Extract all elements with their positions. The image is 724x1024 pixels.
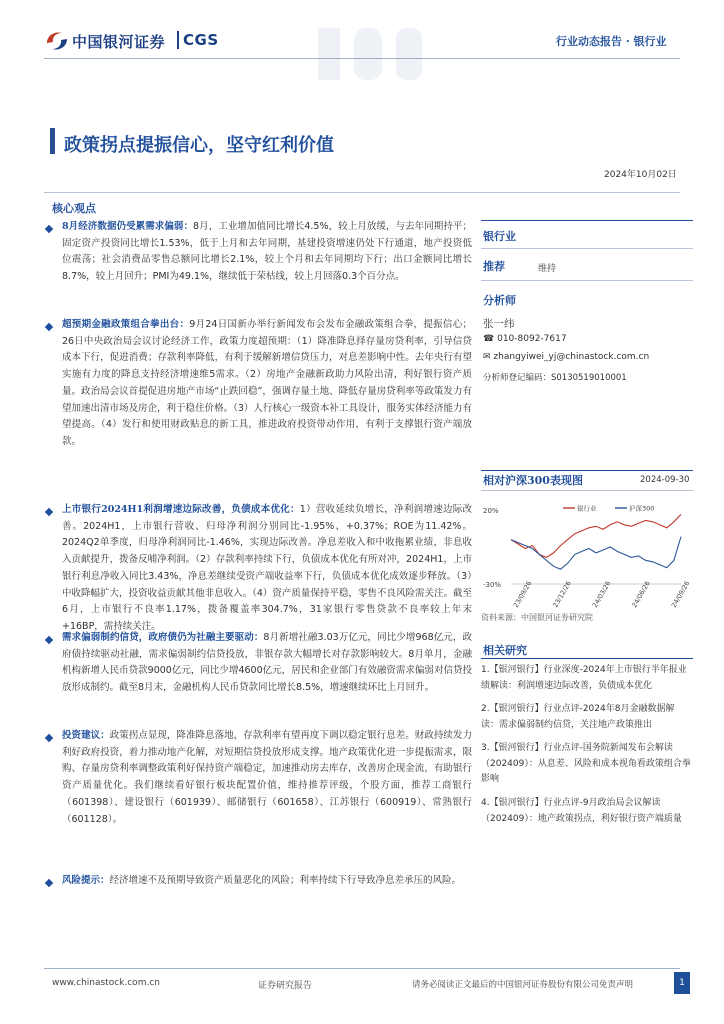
footer-site[interactable]: www.chinastock.com.cn <box>52 978 160 988</box>
header-divider <box>44 58 680 59</box>
related-item[interactable]: 2.【银河银行】行业点评-2024年8月金融数据解读：需求偏弱制约信贷，关注地产政策推出 <box>481 704 675 730</box>
title-bar <box>50 128 55 154</box>
logo-mark-icon <box>44 29 70 53</box>
related-item[interactable]: 4.【银河银行】行业点评-9月政治局会议解读（202409）：地产政策拐点，利好银行资产端质量 <box>481 798 682 824</box>
rating-value: 维持 <box>538 264 557 274</box>
section-text: 9月24日国新办举行新闻发布会发布金融政策组合拳，提振信心；26日中央政治局会议讨论经济工作，政策力度超预期：（1）降准降息择存量房贷利率，引导信贷成本下行，促进消费；存款利率降低，有利于缓解新增信贷压力，对息差影响中性。去年央行有望实施有力度的降息支持经济增速维5需求。（2）房地产金融新政助力风险出清，利好银行资产质量。政治局会议首提促进房地产市场“止跌回稳”，强调存量土地、降低存量房贷利率等政策发力有望加速出清市场及房企，利于稳住价格。（3）人行核心一级资本补工具设计，服务实体经济能力有望提高。（4）发行和使用财政贴息的新工具，推进政府投资带动作用，有利于支撑银行资产端放款。 <box>62 319 472 447</box>
section-text: 政策拐点显现，降准降息落地，存款利率有望再度下调以稳定银行息差。财政持续发力利好政府投资，着力推动地产化解，对短期信贷投放形成支撑。地产政策优化进一步提振需求，限购、存量房贷利率调整政策利好保持资产端稳定，加速推动房去库存，改善房企现金流，有助银行资产质量优化。我们继续看好银行板块配置价值，维持推荐评级，个股方面，推荐工商银行（601398）、建设银行（601939）、邮储银行（601658）、江苏银行（600919）、常熟银行（601128）。 <box>62 730 472 825</box>
bullet-icon <box>45 636 53 644</box>
industry-label: 银行业 <box>483 230 516 243</box>
section-policy <box>62 317 472 451</box>
analyst-cert: 分析师登记编码：S0130519010001 <box>483 373 627 383</box>
bullet-icon <box>45 225 53 233</box>
section-lead: 风险提示： <box>62 875 110 886</box>
phone-icon: ☎ <box>483 334 495 344</box>
series-line-bank <box>511 514 681 557</box>
x-tick-label: 24/03/26 <box>590 579 613 609</box>
series-line-csi300 <box>511 537 681 570</box>
rating-label: 推荐 <box>483 260 505 273</box>
section-text: 1）营收延续负增长，净利润增速边际改善。2024H1，上市银行营收、归母净利润分别同比-1.95%、+0.37%；ROE为11.42%。2024Q2单季度，归母净利润同比-1.46%，实现边际改善。净息差收入和中收拖累业绩，非息收入贡献提升，拨备反哺净利润。（2）存款利率持续下行，负债成本优化有所对冲，2024H1，上市银行利息净收入同比3.43%，净息差继续受资产端收益率下行，负债成本优化成效逐步释放。（3）中收降幅扩大，投资收益贡献其他非息收入。（4）资产质量保持平稳，零售不良风险需关注。截至6月，上市银行不良率1.17%，拨备覆盖率304.7%，31家银行零售贷款不良率较上年末+16BP，需持续关注。 <box>62 504 473 632</box>
related-item[interactable]: 3.【银河银行】行业点评-国务院新闻发布会解读（202409）：从息差、风险和成本视角看政策组合拳影响 <box>481 743 691 785</box>
footer-center: 证券研究报告 <box>258 981 313 991</box>
x-tick-label: 24/06/26 <box>630 579 652 609</box>
x-tick-label: 24/09/26 <box>669 579 692 609</box>
sidebar-divider <box>481 490 693 491</box>
analyst-phone: 010-8092-7617 <box>497 334 567 344</box>
section-lead: 上市银行2024H1利润增速边际改善，负债成本优化： <box>62 504 300 515</box>
core-views-label: 核心观点 <box>52 202 96 215</box>
email-icon: ✉ <box>483 352 491 362</box>
section-lead: 8月经济数据仍受累需求偏弱： <box>62 221 194 232</box>
footer-divider <box>44 968 680 969</box>
logo-text-cn: 中国银河证券 <box>72 33 166 51</box>
section-credit <box>62 630 472 697</box>
x-tick-label: 23/12/26 <box>551 579 573 609</box>
section-risk <box>62 873 472 890</box>
sidebar-divider <box>481 280 693 281</box>
analyst-email[interactable]: zhangyiwei_yj@chinastock.com.cn <box>493 352 650 362</box>
report-type: 行业动态报告 · 银行业 <box>556 35 667 48</box>
sidebar-divider <box>481 220 693 221</box>
section-earnings <box>62 502 472 636</box>
sidebar-divider <box>481 658 693 659</box>
section-lead: 需求偏弱制约信贷，政府债仍为社融主要驱动： <box>62 632 264 643</box>
section-text: 8月，工业增加值同比增长4.5%，较上月放缓，与去年同期持平；固定资产投资同比增长1.53%，低于上月和去年同期，基建投资增速仍处下行通道，地产投资低位震荡；社会消费品零售总额同比增长2.1%，较上个月和去年同期均下行；出口金额同比增长8.7%，较上月回升；PMI为49.1%，继续低于荣枯线，较上月回落0.3个百分点。 <box>62 221 472 283</box>
date-divider <box>44 192 680 193</box>
sidebar-divider <box>481 470 693 471</box>
legend-label: 银行业 <box>577 504 597 513</box>
header-watermark <box>310 24 430 88</box>
logo-text-en: CGS <box>177 31 219 49</box>
sidebar-divider <box>481 248 693 249</box>
section-lead: 投资建议： <box>62 730 110 741</box>
phone-row <box>483 334 567 344</box>
section-text: 经济增速不及预期导致资产质量恶化的风险；利率持续下行导致净息差承压的风险。 <box>109 875 462 886</box>
chart-date: 2024-09-30 <box>640 475 690 485</box>
footer-disclaimer: 请务必阅读正文最后的中国银河证券股份有限公司免责声明 <box>412 980 634 990</box>
chart-source: 资料来源：中国银河证券研究院 <box>481 613 593 622</box>
related-item[interactable]: 1.【银河银行】行业深度-2024年上市银行半年报业绩解读：利润增速边际改善，负债成本优化 <box>481 665 687 691</box>
y-tick-label: -30% <box>483 581 502 589</box>
legend-label: 沪深300 <box>629 504 655 513</box>
bullet-icon <box>45 879 53 887</box>
analyst-label: 分析师 <box>483 294 516 307</box>
y-tick-label: 20% <box>483 507 499 515</box>
analyst-name: 张一纬 <box>483 318 515 330</box>
page-title: 政策拐点提振信心，坚守红利价值 <box>64 135 334 156</box>
related-title: 相关研究 <box>483 644 527 657</box>
performance-chart <box>481 496 693 614</box>
email-row <box>483 352 649 362</box>
logo <box>44 29 70 57</box>
bullet-icon <box>45 734 53 742</box>
section-text: 8月新增社融3.03万亿元，同比少增968亿元，政府债持续驱动社融，需求偏弱制约信贷投放，非银存款大幅增长对存款影响较大。8月单月，金融机构新增人民币贷款9000亿元，同比少增4600亿元，居民和企业部门有效融资需求偏弱对信贷投放形成制约。截至8月末，金融机构人民币贷款同比增长8.5%，增速继续环比上月回升。 <box>62 632 472 694</box>
x-tick-label: 23/09/26 <box>511 579 534 609</box>
section-lead: 超预期金融政策组合拳出台： <box>62 319 190 330</box>
bullet-icon <box>45 508 53 516</box>
section-economy <box>62 219 472 286</box>
report-date: 2024年10月02日 <box>604 170 677 180</box>
chart-title: 相对沪深300表现图 <box>483 474 583 487</box>
bullet-icon <box>45 323 53 331</box>
page-number: 1 <box>674 972 690 994</box>
section-investment <box>62 728 472 828</box>
